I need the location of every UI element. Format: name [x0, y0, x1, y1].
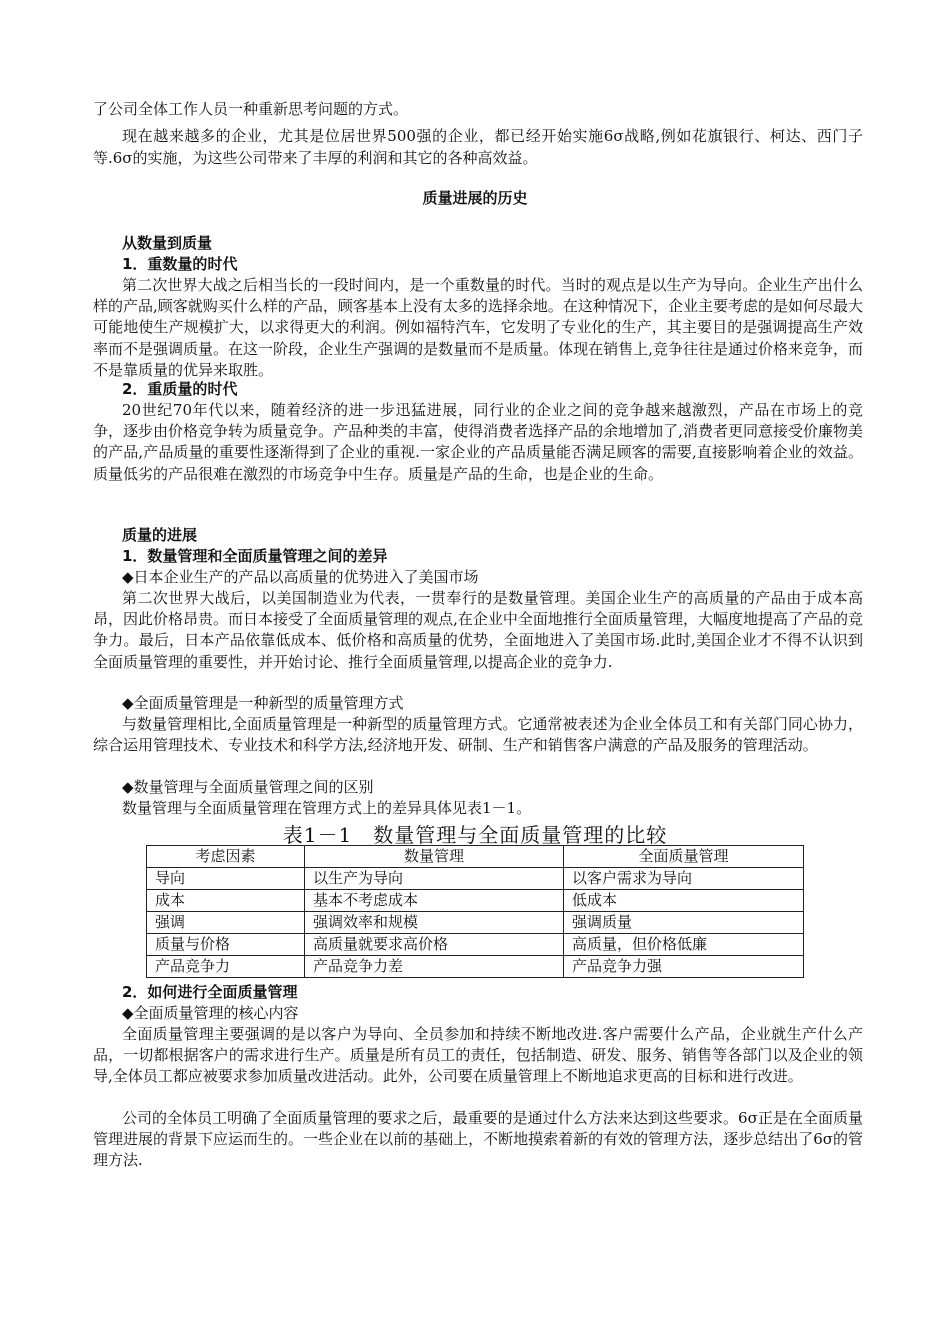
table-cell: 高质量，但价格低廉: [564, 934, 804, 956]
bullet-tqm-core: ◆全面质量管理的核心内容: [122, 1004, 299, 1022]
paragraph-quality-era: 20世纪70年代以来，随着经济的进一步迅猛进展，同行业的企业之间的竞争越来越激烈，产品在市场上的竞争，逐步由价格竞争转为质量竞争。产品种类的丰富，使得消费者选择产品的余地增加了,消费者更同意接受价廉物美的产品,产品质量的重要性逐渐得到了企业的重视.一家企业的产品质量能否满足顾客的需要,直接影响着企业的效益。质量低劣的产品很难在激烈的市场竞争中生存。质量是产品的生命，也是企业的生命。: [93, 401, 863, 483]
bullet-differences: ◆数量管理与全面质量管理之间的区别: [122, 778, 374, 796]
table-cell: 质量与价格: [147, 934, 305, 956]
table-cell: 产品竞争力差: [305, 956, 564, 978]
table-cell: 以生产为导向: [305, 868, 564, 890]
bullet-japan-entry: ◆日本企业生产的产品以高质量的优势进入了美国市场: [122, 568, 479, 586]
table-cell: 成本: [147, 890, 305, 912]
paragraph-differences: 数量管理与全面质量管理在管理方式上的差异具体见表1－1。: [122, 799, 532, 817]
table-header-cell: 数量管理: [305, 846, 564, 868]
table-header-row: [147, 846, 804, 868]
intro-paragraph-2: 现在越来越多的企业，尤其是位居世界500强的企业，都已经开始实施6σ战略,例如花旗银行、柯达、西门子等.6σ的实施，为这些公司带来了丰厚的利润和其它的各种高效益。: [93, 127, 863, 167]
table-cell: 强调质量: [564, 912, 804, 934]
bullet-new-management: ◆全面质量管理是一种新型的质量管理方式: [122, 694, 404, 712]
section-title: 质量进展的历史: [422, 189, 528, 207]
table-row: [147, 890, 804, 912]
table-cell: 导向: [147, 868, 305, 890]
subheading-quantity-era: 1．重数量的时代: [122, 255, 238, 273]
table-row: [147, 868, 804, 890]
heading-quantity-to-quality: 从数量到质量: [122, 234, 213, 252]
table-title: 表1－1 数量管理与全面质量管理的比较: [282, 823, 668, 847]
paragraph-six-sigma-origin: 公司的全体员工明确了全面质量管理的要求之后，最重要的是通过什么方法来达到这些要求。6σ正是在全面质量管理进展的背景下应运而生的。一些企业在以前的基础上，不断地摸索着新的有效的管理方法，逐步总结出了6σ的管理方法.: [93, 1109, 863, 1170]
paragraph-tqm-core: 全面质量管理主要强调的是以客户为导向、全员参加和持续不断地改进.客户需要什么产品，企业就生产什么产品，一切都根据客户的需求进行生产。质量是所有员工的责任，包括制造、研发、服务、销售等各部门以及企业的领导,全体员工都应被要求参加质量改进活动。此外，公司要在质量管理上不断地追求更高的目标和进行改进。: [93, 1025, 863, 1086]
table-row: [147, 934, 804, 956]
subheading-management-differences: 1．数量管理和全面质量管理之间的差异: [122, 547, 388, 565]
table-cell: 高质量就要求高价格: [305, 934, 564, 956]
paragraph-quantity-era: 第二次世界大战之后相当长的一段时间内，是一个重数量的时代。当时的观点是以生产为导向。企业生产出什么样的产品,顾客就购买什么样的产品，顾客基本上没有太多的选择余地。在这种情况下，企业主要考虑的是如何尽最大可能地使生产规模扩大，以求得更大的利润。例如福特汽车，它发明了专业化的生产，其主要目的是强调提高生产效率而不是强调质量。在这一阶段，企业生产强调的是数量而不是质量。体现在销售上,竞争往往是通过价格来竞争，而不是靠质量的优异来取胜。: [93, 276, 863, 379]
table-cell: 强调: [147, 912, 305, 934]
subheading-how-tqm: 2．如何进行全面质量管理: [122, 983, 298, 1001]
paragraph-japan-entry: 第二次世界大战后，以美国制造业为代表，一贯奉行的是数量管理。美国企业生产的高质量的产品由于成本高昂，因此价格昂贵。而日本接受了全面质量管理的观点,在企业中全面地推行全面质量管理，大幅度地提高了产品的竞争力。最后，日本产品依靠低成本、低价格和高质量的优势，全面地进入了美国市场.此时,美国企业才不得不认识到全面质量管理的重要性，并开始讨论、推行全面质量管理,以提高企业的竞争力.: [93, 589, 863, 671]
subheading-quality-era: 2．重质量的时代: [122, 380, 238, 398]
intro-paragraph-1: 了公司全体工作人员一种重新思考问题的方式。: [93, 100, 409, 118]
table-header-cell: 全面质量管理: [564, 846, 804, 868]
table-row: [147, 956, 804, 978]
table-cell: 产品竞争力强: [564, 956, 804, 978]
table-cell: 基本不考虑成本: [305, 890, 564, 912]
table-cell: 强调效率和规模: [305, 912, 564, 934]
table-cell: 产品竞争力: [147, 956, 305, 978]
comparison-table: [146, 845, 804, 978]
paragraph-new-management: 与数量管理相比,全面质量管理是一种新型的质量管理方式。它通常被表述为企业全体员工和有关部门同心协力，综合运用管理技术、专业技术和科学方法,经济地开发、研制、生产和销售客户满意的产品及服务的管理活动。: [93, 715, 863, 755]
table-cell: 以客户需求为导向: [564, 868, 804, 890]
heading-quality-progress: 质量的进展: [122, 526, 198, 544]
table-header-cell: 考虑因素: [147, 846, 305, 868]
table-cell: 低成本: [564, 890, 804, 912]
table-row: [147, 912, 804, 934]
